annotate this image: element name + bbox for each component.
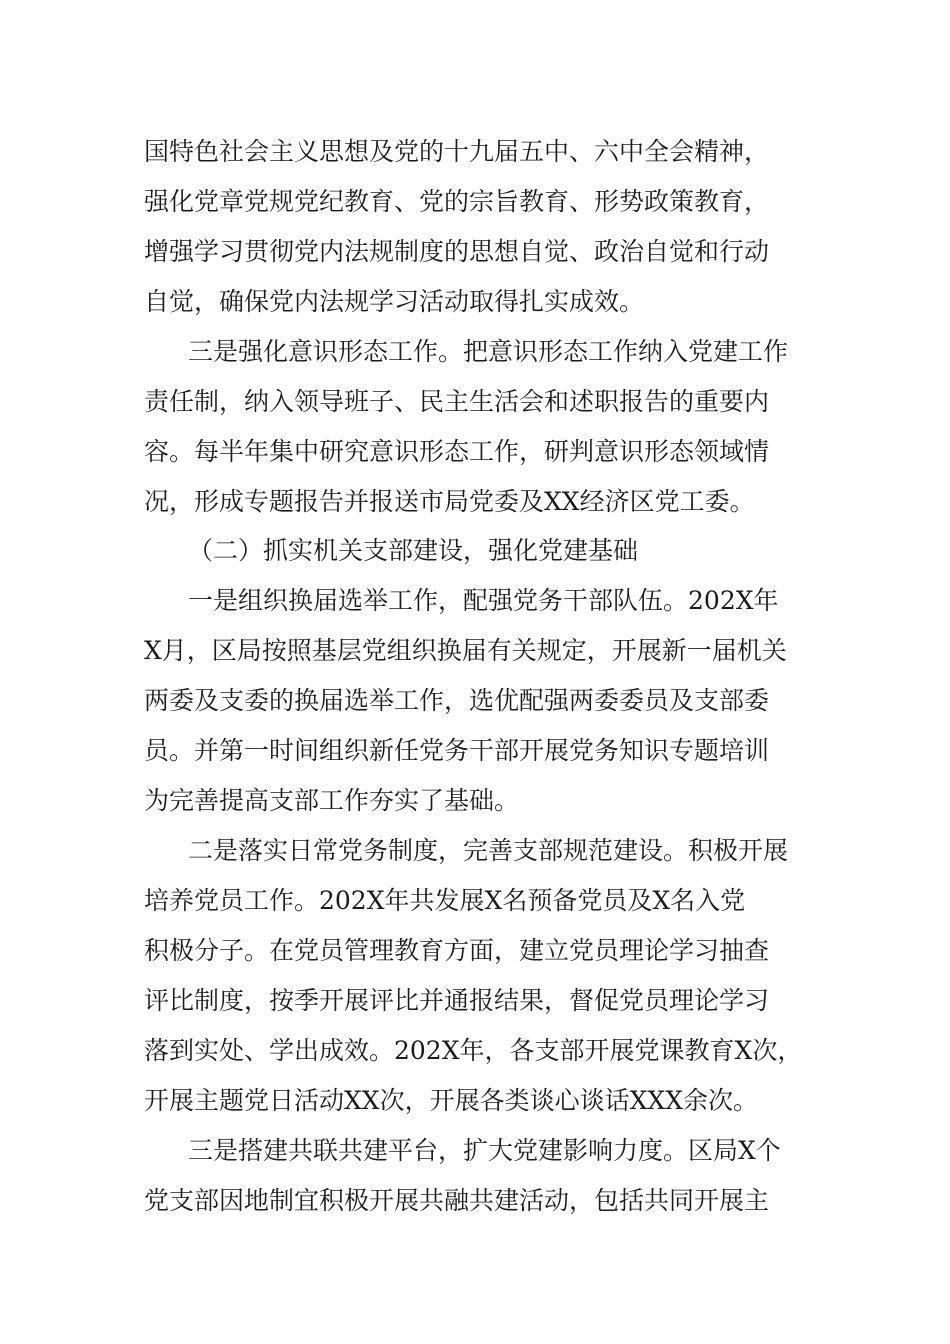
- text-line: 两委及支委的换届选举工作，选优配强两委委员及支部委: [144, 686, 770, 715]
- text-line: 容。每半年集中研究意识形态工作，研判意识形态领域情: [144, 437, 770, 466]
- section-heading: （二）抓实机关支部建设，强化党建基础: [188, 536, 639, 565]
- text-line: 员。并第一时间组织新任党务干部开展党务知识专题培训: [144, 736, 770, 765]
- text-line: 况，形成专题报告并报送市局党委及XX经济区党工委。: [144, 487, 755, 516]
- paragraph-first-line: 二是落实日常党务制度，完善支部规范建设。积极开展: [188, 836, 789, 865]
- paragraph-first-line: 三是搭建共联共建平台，扩大党建影响力度。区局X个: [188, 1136, 781, 1165]
- text-line: 自觉，确保党内法规学习活动取得扎实成效。: [144, 287, 645, 316]
- text-line: 培养党员工作。202X年共发展X名预备党员及X名入党: [144, 886, 746, 915]
- text-line: 党支部因地制宜积极开展共融共建活动，包括共同开展主: [144, 1186, 770, 1215]
- text-line: 评比制度，按季开展评比并通报结果，督促党员理论学习: [144, 986, 770, 1015]
- paragraph-first-line: 一是组织换届选举工作，配强党务干部队伍。202X年: [188, 586, 779, 615]
- text-line: 为完善提高支部工作夯实了基础。: [144, 786, 520, 815]
- text-line: 落到实处、学出成效。202X年，各支部开展党课教育X次，: [144, 1036, 803, 1065]
- text-line: 责任制，纳入领导班子、民主生活会和述职报告的重要内: [144, 387, 770, 416]
- paragraph-first-line: 三是强化意识形态工作。把意识形态工作纳入党建工作: [188, 337, 789, 366]
- text-line: 增强学习贯彻党内法规制度的思想自觉、政治自觉和行动: [144, 237, 770, 266]
- text-line: 国特色社会主义思想及党的十九届五中、六中全会精神，: [144, 137, 770, 166]
- text-line: 积极分子。在党员管理教育方面，建立党员理论学习抽查: [144, 936, 770, 965]
- text-line: 开展主题党日活动XX次，开展各类谈心谈话XXX余次。: [144, 1086, 758, 1115]
- text-line: X月，区局按照基层党组织换届有关规定，开展新一届机关: [144, 636, 787, 665]
- text-line: 强化党章党规党纪教育、党的宗旨教育、形势政策教育，: [144, 187, 770, 216]
